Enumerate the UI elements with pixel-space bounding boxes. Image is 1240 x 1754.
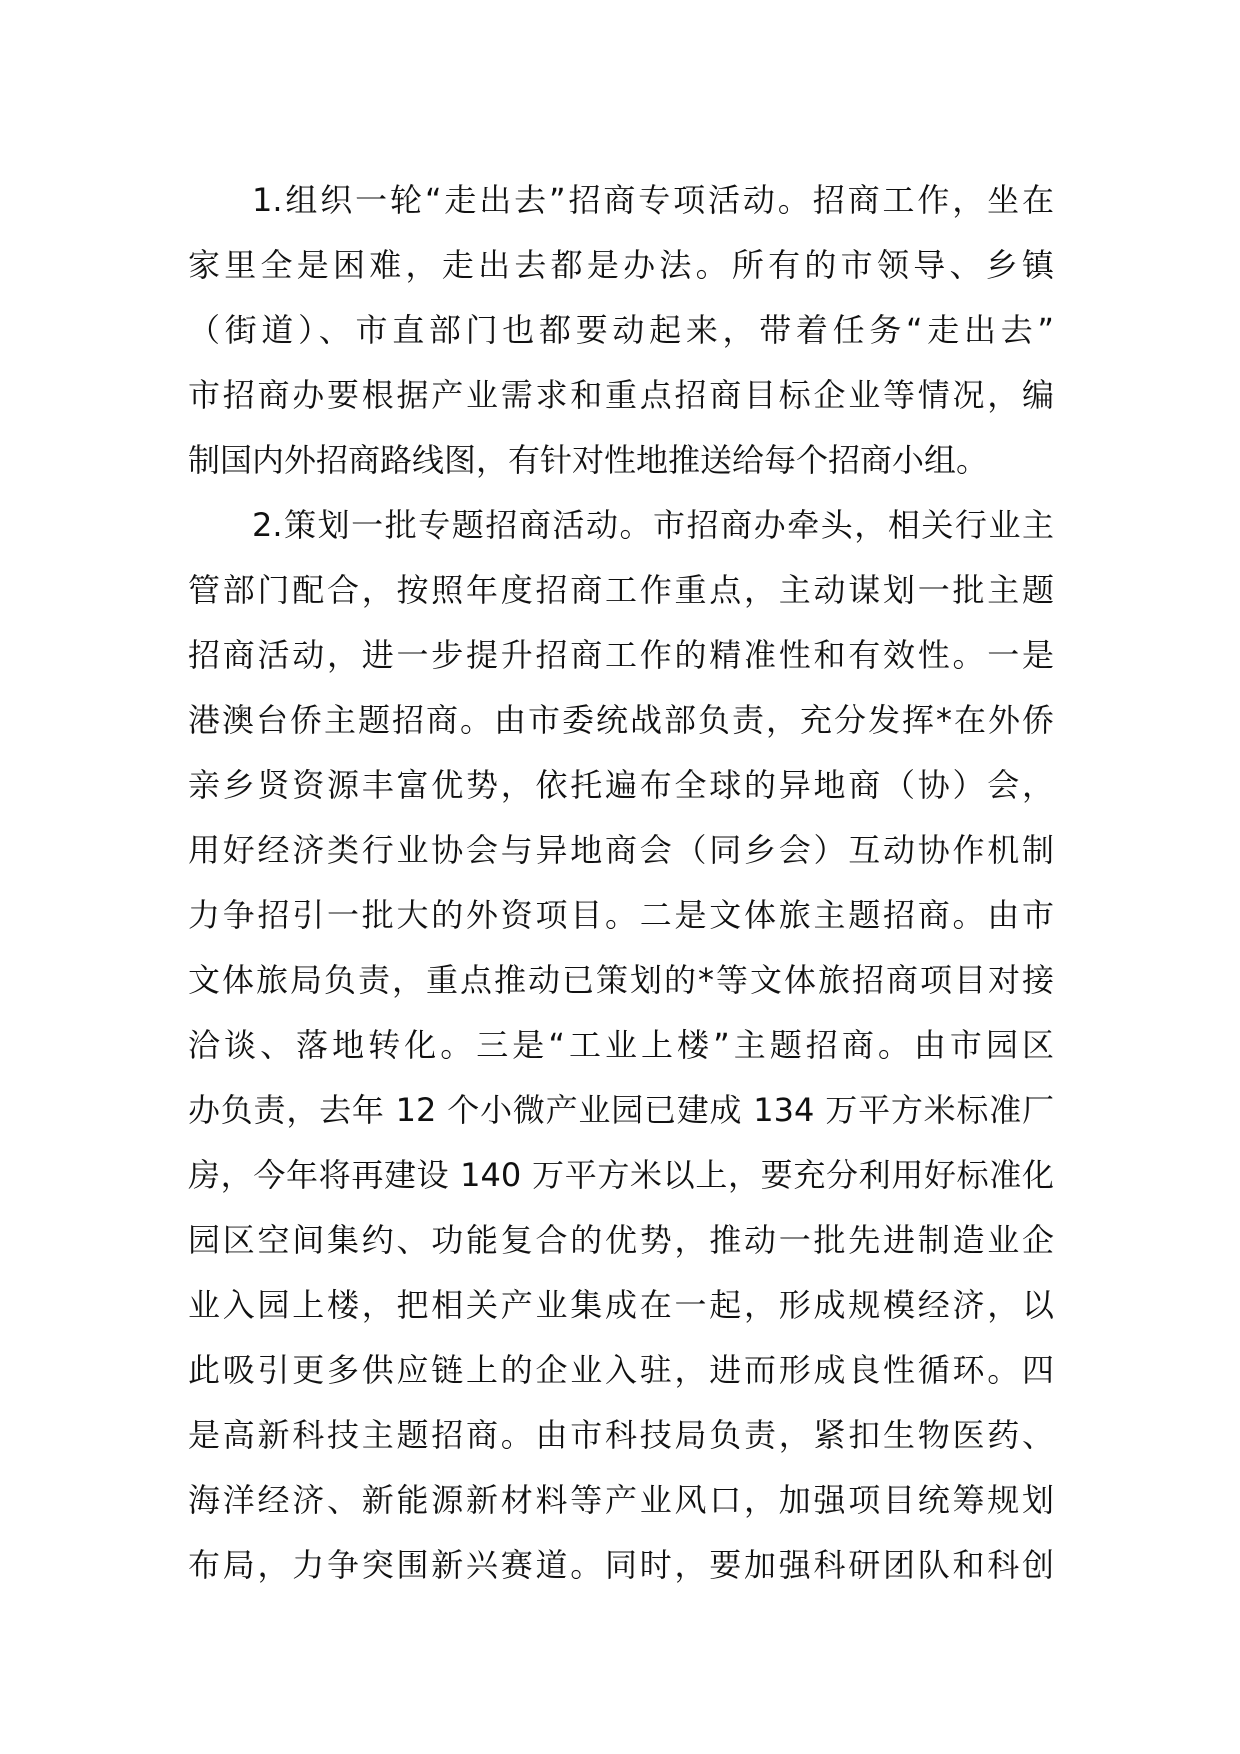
text-line: 此吸引更多供应链上的企业入驻，进而形成良性循环。四 [188, 1351, 1054, 1389]
paragraph-2 [188, 493, 1054, 1598]
text-line: 亲乡贤资源丰富优势，依托遍布全球的异地商（协）会， [188, 766, 1054, 804]
text-line: 海洋经济、新能源新材料等产业风口，加强项目统筹规划 [188, 1481, 1054, 1519]
text-line: （街道）、市直部门也都要动起来，带着任务“走出去” [188, 311, 1054, 349]
text-line: 用好经济类行业协会与异地商会（同乡会）互动协作机制 [188, 831, 1054, 869]
text-line: 业入园上楼，把相关产业集成在一起，形成规模经济，以 [188, 1286, 1054, 1324]
text-line: 力争招引一批大的外资项目。二是文体旅主题招商。由市 [188, 896, 1054, 934]
text-line: 园区空间集约、功能复合的优势，推动一批先进制造业企 [188, 1221, 1054, 1259]
text-line: 是高新科技主题招商。由市科技局负责，紧扣生物医药、 [188, 1416, 1054, 1454]
text-line: 文体旅局负责，重点推动已策划的*等文体旅招商项目对接 [188, 961, 1054, 999]
text-line: 制国内外招商路线图，有针对性地推送给每个招商小组。 [188, 441, 989, 479]
text-line: 港澳台侨主题招商。由市委统战部负责，充分发挥*在外侨 [188, 701, 1054, 739]
text-line: 2.策划一批专题招商活动。市招商办牵头，相关行业主 [252, 506, 1054, 544]
text-line: 家里全是困难，走出去都是办法。所有的市领导、乡镇 [188, 246, 1054, 284]
text-line: 布局，力争突围新兴赛道。同时，要加强科研团队和科创 [188, 1546, 1054, 1584]
document-body [188, 168, 1054, 1598]
text-line: 办负责，去年 12 个小微产业园已建成 134 万平方米标准厂 [188, 1091, 1054, 1129]
text-line: 洽谈、落地转化。三是“工业上楼”主题招商。由市园区 [188, 1026, 1054, 1064]
text-line: 招商活动，进一步提升招商工作的精准性和有效性。一是 [188, 636, 1054, 674]
text-line: 管部门配合，按照年度招商工作重点，主动谋划一批主题 [188, 571, 1054, 609]
paragraph-1 [188, 168, 1054, 493]
text-line: 1.组织一轮“走出去”招商专项活动。招商工作，坐在 [252, 181, 1054, 219]
text-line: 市招商办要根据产业需求和重点招商目标企业等情况，编 [188, 376, 1054, 414]
text-line: 房，今年将再建设 140 万平方米以上，要充分利用好标准化 [188, 1156, 1054, 1194]
